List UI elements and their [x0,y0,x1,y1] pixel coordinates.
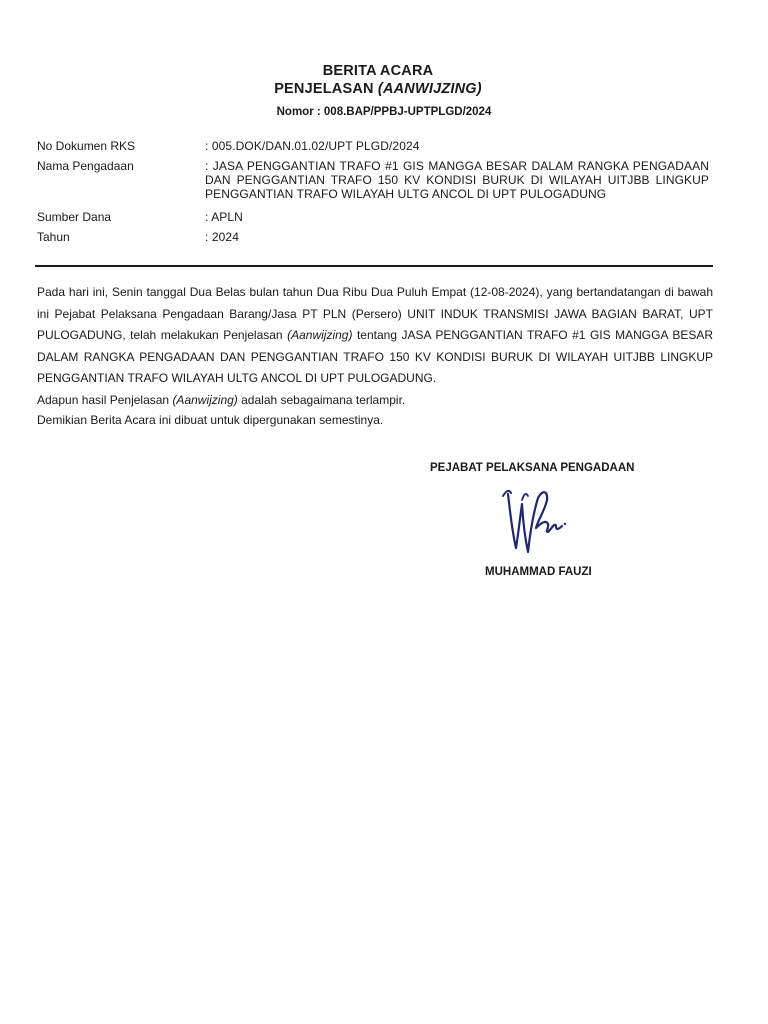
handwritten-signature [498,476,568,556]
meta-value: : 2024 [205,230,239,244]
meta-row-dokumen [37,139,713,153]
horizontal-divider [35,265,713,267]
document-header [0,62,768,120]
meta-label: Nama Pengadaan [37,159,134,173]
para2-text: Adapun hasil Penjelasan [37,392,173,407]
body-paragraph-3: Demikian Berita Acara ini dibuat untuk dipergunakan semestinya. [37,412,384,427]
meta-value: : APLN [205,210,243,224]
para1-text: Pada hari ini, Senin tanggal Dua Belas bulan tahun Dua Ribu Dua Puluh Empat (12-08-2024), yang bertandatangan di bawah ini Pejabat Pelaksana Pengadaan Barang/Jasa PT PLN (Persero) UNIT INDUK TRANSMISI JAWA BAGIAN BARAT, UPT PULOGADUNG, telah melakukan Penjelasan [37,285,713,342]
meta-row-sumber-dana [37,210,713,224]
signature-block [430,460,710,578]
subtitle-main: PENJELASAN [274,81,378,97]
meta-label: No Dokumen RKS [37,139,136,153]
para2-italic: (Aanwijzing) [172,392,238,407]
body-paragraph-1 [37,282,713,390]
para1-italic: (Aanwijzing) [287,328,353,342]
document-title: BERITA ACARA [322,63,434,79]
signatory-title: PEJABAT PELAKSANA PENGADAAN [430,462,635,474]
meta-row-pengadaan [37,159,713,201]
meta-label: Tahun [37,230,70,244]
signatory-name: MUHAMMAD FAUZI [485,566,592,578]
document-body [37,282,713,430]
para1-text-end: tentang JASA PENGGANTIAN TRAFO #1 GIS MANGGA BESAR DALAM RANGKA PENGADAAN DAN PENGGANTIAN TRAFO 150 KV KONDISI BURUK DI WILAYAH UITJBB LINGKUP PENGGANTIAN TRAFO WILAYAH ULTG ANCOL DI UPT PULOGADUNG. [37,328,713,385]
meta-value: : 005.DOK/DAN.01.02/UPT PLGD/2024 [205,139,420,153]
metadata-table [37,139,713,244]
subtitle-italic: (AANWIJZING) [377,81,482,97]
meta-label: Sumber Dana [37,210,112,224]
para2-text-end: adalah sebagaimana terlampir. [237,392,406,407]
meta-row-tahun [37,230,713,244]
document-subtitle [0,80,762,98]
document-number: Nomor : 008.BAP/PPBJ-UPTPLGD/2024 [276,106,492,118]
body-paragraph-2 [37,390,713,410]
meta-value: : JASA PENGGANTIAN TRAFO #1 GIS MANGGA BESAR DALAM RANGKA PENGADAAN DAN PENGGANTIAN TRAFO 150 KV KONDISI BURUK DI WILAYAH UITJBB LINGKUP PENGGANTIAN TRAFO WILAYAH ULTG ANCOL DI UPT PULOGADUNG [205,159,709,201]
